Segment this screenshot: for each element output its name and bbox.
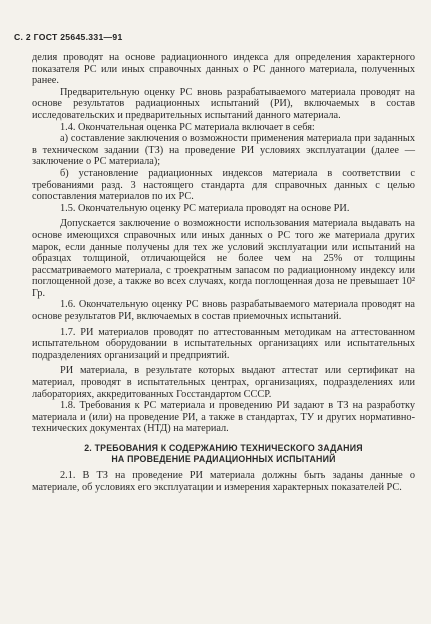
document-body <box>32 52 415 493</box>
paragraph-2-1: 2.1. В ТЗ на проведение РИ материала должны быть заданы данные о материале, об условиях его эксплуатации и измерения характерных показателей РС. <box>32 470 415 493</box>
paragraph-1-6: 1.6. Окончательную оценку РС вновь разрабатываемого материала проводят на основе результатов РИ, включаемых в состав приемочных испытаний. <box>32 299 415 323</box>
paragraph-continuation: делия проводят на основе радиационного индекса для определения характерного показателя РС или иных справочных данных о РС данного материала, полученных ранее. <box>32 52 415 87</box>
section-title <box>32 443 415 465</box>
page-header: С. 2 ГОСТ 25645.331—91 <box>14 32 123 42</box>
paragraph-preliminary-assessment: Предварительную оценку РС вновь разрабатываемого материала проводят на основе результатов радиационных испытаний (РИ), включаемых в состав исследовательских и предварительных испытаний данного материала. <box>32 86 415 121</box>
paragraph-1-8: 1.8. Требования к РС материала и проведению РИ задают в ТЗ на разработку материала и (или) на проведение РИ, а также в стандартах, ТУ и других нормативно-технических документах (НТД) на материал. <box>32 400 415 435</box>
paragraph-1-4-a: а) составление заключения о возможности применения материала при заданных в техническом задании (ТЗ) на проведение РИ условиях эксплуатации (далее — заключение о РС материала); <box>32 133 415 168</box>
paragraph-allowed-conclusion: Допускается заключение о возможности использования материала выдавать на основе имеющихся справочных или иных данных о РС того же материала других марок, если данные получены для тех же условий эксплуатации или испытаний на образцах толщиной, отличающейся не более чем на 25% от толщины рассматриваемого материала, с троекратным запасом по радиационному индексу или поглощенной дозе, а также во всех случаях, когда поглощенная доза не превышает 10² Гр. <box>32 218 415 299</box>
paragraph-1-7: 1.7. РИ материалов проводят по аттестованным методикам на аттестованном испытательном оборудовании в испытательных организациях или испытательных подразделениях организаций и предприятий. <box>32 326 415 361</box>
section-title-line-1: 2. ТРЕБОВАНИЯ К СОДЕРЖАНИЮ ТЕХНИЧЕСКОГО ЗАДАНИЯ <box>84 443 363 453</box>
section-title-line-2: НА ПРОВЕДЕНИЕ РАДИАЦИОННЫХ ИСПЫТАНИЙ <box>111 454 336 464</box>
paragraph-1-4: 1.4. Окончательная оценка РС материала включает в себя: <box>60 121 315 133</box>
paragraph-certification: РИ материала, в результате которых выдают аттестат или сертификат на материал, проводят в испытательных центрах, организациях, подразделениях или лабораториях, аккредитованных Госстандартом СССР. <box>32 365 415 400</box>
paragraph-1-5: 1.5. Окончательную оценку РС материала проводят на основе РИ. <box>60 202 350 214</box>
paragraph-1-4-b: б) установление радиационных индексов материала в соответствии с требованиями разд. 3 настоящего стандарта для справочных данных с целью сопоставления материалов по их РС. <box>32 167 415 203</box>
